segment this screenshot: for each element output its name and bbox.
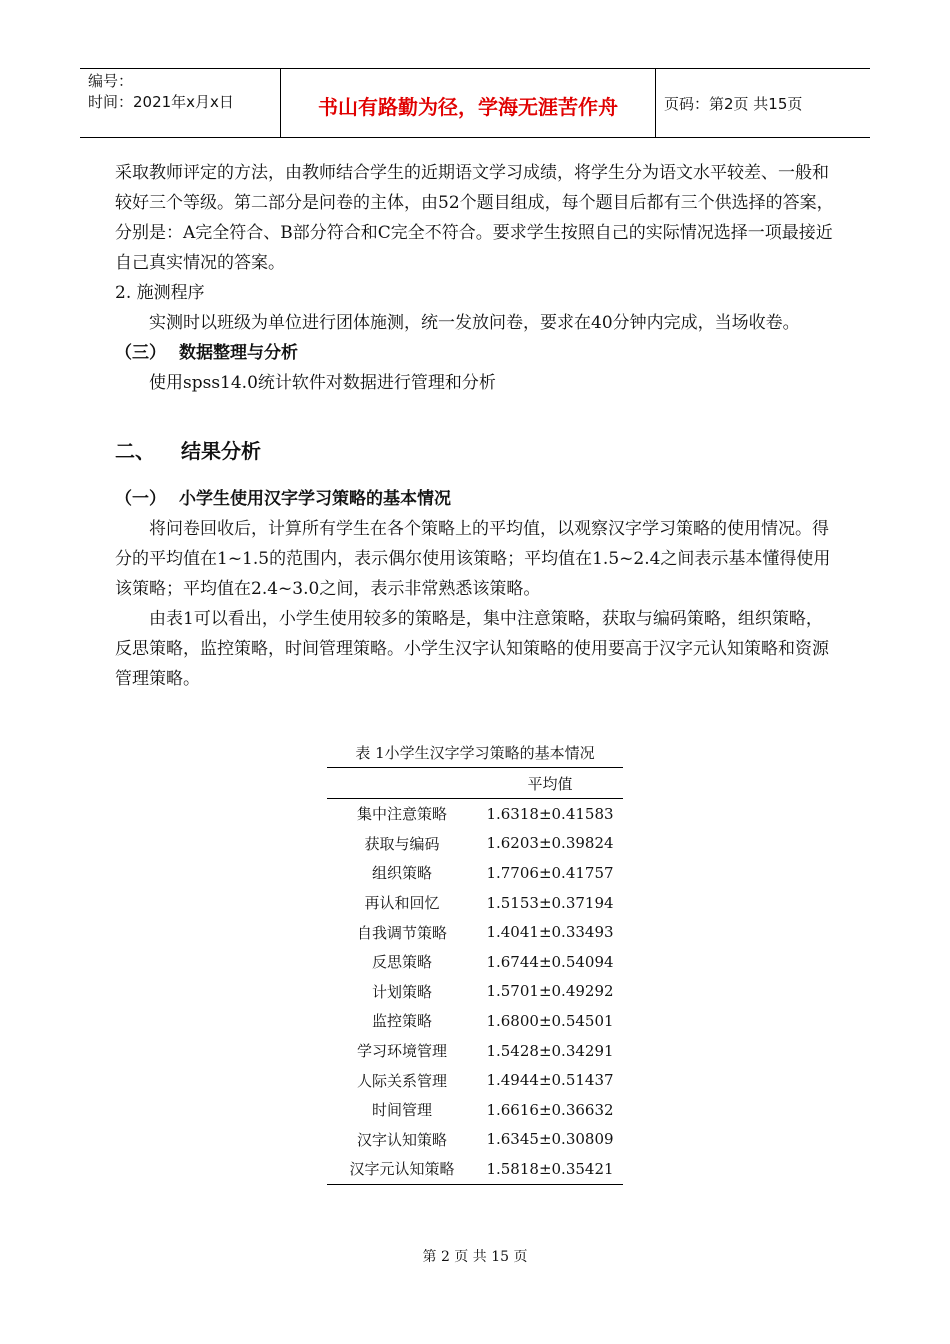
strategy-mean: 1.5818±0.35421 [477, 1154, 623, 1184]
strategy-name: 获取与编码 [364, 834, 440, 853]
header-meta [80, 69, 280, 137]
strategy-name: 人际关系管理 [356, 1071, 447, 1090]
table-row [327, 1125, 623, 1155]
strategy-mean: 1.5428±0.34291 [486, 1041, 614, 1060]
header-motto: 书山有路勤为径，学海无涯苦作舟 [280, 69, 656, 137]
section-title: 数据整理与分析 [179, 343, 298, 363]
table-caption: 表 1小学生汉字学习策略的基本情况 [355, 744, 595, 762]
strategy-name: 反思策略 [371, 953, 432, 972]
paragraph-procedure: 实测时以班级为单位进行团体施测，统一发放问卷，要求在40分钟内完成，当场收卷。 [149, 313, 800, 333]
paragraph-scoring: 将问卷回收后，计算所有学生在各个策略上的平均值，以观察汉字学习策略的使用情况。得分的平均值在1~1.5的范围内，表示偶尔使用该策略；平均值在1.5~2.4之间表示基本懂得使用该策略；平均值在2.4~3.0之间，表示非常熟悉该策略。 [115, 519, 831, 599]
chapter-heading-results [115, 436, 835, 466]
strategy-name: 计划策略 [371, 982, 432, 1001]
table-row [327, 1065, 623, 1095]
subheading-procedure: 2. 施测程序 [115, 283, 205, 303]
strategy-name: 自我调节策略 [356, 923, 447, 942]
table-row [327, 858, 623, 888]
strategy-mean: 1.7706±0.41757 [486, 863, 614, 882]
paragraph-method: 采取教师评定的方法，由教师结合学生的近期语文学习成绩，将学生分为语文水平较差、一般和较好三个等级。第二部分是问卷的主体，由52个题目组成，每个题目后都有三个供选择的答案，分别是：A完全符合、B部分符合和C完全不符合。要求学生按照自己的实际情况选择一项最接近自己真实情况的答案。 [115, 163, 834, 273]
section-basic-situation-heading [115, 484, 835, 514]
table-row [327, 799, 623, 829]
page-header [80, 68, 870, 138]
document-body [115, 158, 835, 694]
section-number: （一） [115, 489, 166, 509]
strategy-name: 汉字元认知策略 [327, 1154, 477, 1184]
table-row [327, 1006, 623, 1036]
section-data-analysis-heading [115, 338, 835, 368]
strategy-name: 汉字认知策略 [356, 1130, 447, 1149]
table-row [327, 917, 623, 947]
section-number: （三） [115, 343, 166, 363]
strategy-name: 学习环境管理 [356, 1042, 447, 1061]
strategy-mean: 1.6318±0.41583 [486, 804, 614, 823]
chapter-title: 结果分析 [181, 439, 261, 463]
strategy-mean: 1.4041±0.33493 [486, 923, 614, 942]
strategy-name: 组织策略 [371, 864, 432, 883]
strategy-table-container [327, 740, 623, 1185]
strategy-mean: 1.6800±0.54501 [486, 1011, 614, 1030]
table-header-mean: 平均值 [477, 768, 623, 799]
table-row [327, 1154, 623, 1184]
document-number-label: 编号： [88, 72, 134, 90]
section-title: 小学生使用汉字学习策略的基本情况 [179, 489, 451, 509]
strategy-name: 时间管理 [371, 1101, 432, 1120]
page-footer: 第 2 页 共 15 页 [422, 1249, 528, 1265]
strategy-name: 再认和回忆 [364, 894, 440, 913]
paragraph-table-summary: 由表1可以看出，小学生使用较多的策略是，集中注意策略，获取与编码策略，组织策略，反思策略，监控策略，时间管理策略。小学生汉字认知策略的使用要高于汉字元认知策略和资源管理策略。 [115, 609, 829, 689]
table-row [327, 1095, 623, 1125]
table-header-row [327, 768, 623, 799]
table-header-strategy [327, 768, 477, 799]
table-row [327, 947, 623, 977]
strategy-mean: 1.6203±0.39824 [486, 834, 614, 853]
strategy-table [327, 767, 623, 1185]
paragraph-spss: 使用spss14.0统计软件对数据进行管理和分析 [149, 373, 496, 393]
strategy-mean: 1.4944±0.51437 [486, 1071, 614, 1090]
table-row [327, 977, 623, 1007]
strategy-mean: 1.6744±0.54094 [486, 952, 614, 971]
strategy-mean: 1.6616±0.36632 [486, 1100, 614, 1119]
strategy-mean: 1.6345±0.30809 [486, 1130, 614, 1149]
strategy-name: 监控策略 [371, 1012, 432, 1031]
table-row [327, 1036, 623, 1066]
strategy-mean: 1.5701±0.49292 [486, 982, 614, 1001]
header-page-info: 页码：第2页 共15页 [664, 94, 803, 113]
document-date: 时间：2021年x月x日 [88, 93, 234, 111]
table-row [327, 829, 623, 859]
chapter-number: 二、 [115, 439, 155, 463]
strategy-name: 集中注意策略 [356, 805, 447, 824]
strategy-mean: 1.5153±0.37194 [486, 893, 614, 912]
table-row [327, 888, 623, 918]
